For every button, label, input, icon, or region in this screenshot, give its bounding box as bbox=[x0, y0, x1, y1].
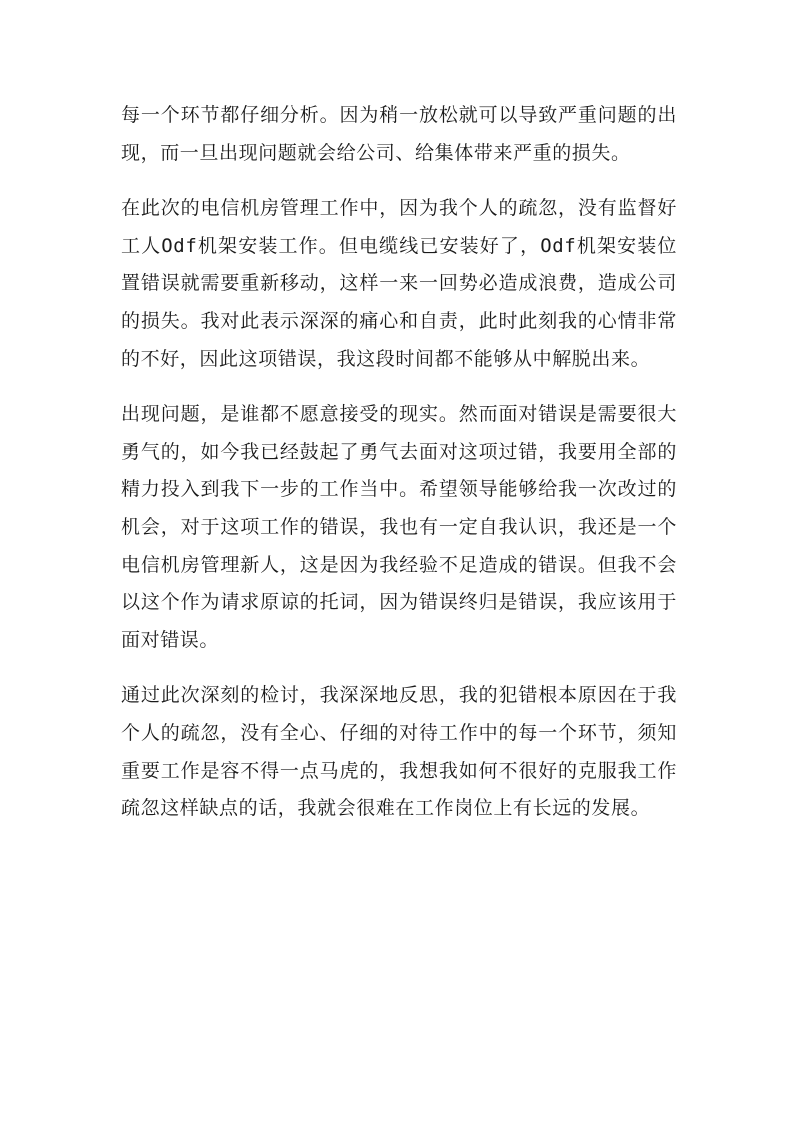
paragraph-3: 出现问题，是谁都不愿意接受的现实。然而面对错误是需要很大勇气的，如今我已经鼓起了勇气去面对这项过错，我要用全部的精力投入到我下一步的工作当中。希望领导能够给我一次改过的机会，对于这项工作的错误，我也有一定自我认识，我还是一个电信机房管理新人，这是因为我经验不足造成的错误。但我不会以这个作为请求原谅的托词，因为错误终归是错误，我应该用于面对错误。 bbox=[121, 403, 677, 651]
paragraph-1: 每一个环节都仔细分析。因为稍一放松就可以导致严重问题的出现，而一旦出现问题就会给公司、给集体带来严重的损失。 bbox=[121, 104, 677, 164]
paragraph-4: 通过此次深刻的检讨，我深深地反思，我的犯错根本原因在于我个人的疏忽，没有全心、仔细的对待工作中的每一个环节，须知重要工作是容不得一点马虎的，我想我如何不很好的克服我工作疏忽这样缺点的话，我就会很难在工作岗位上有长远的发展。 bbox=[121, 684, 677, 820]
paragraph-2: 在此次的电信机房管理工作中，因为我个人的疏忽，没有监督好工人Odf机架安装工作。但电缆线已安装好了，Odf机架安装位置错误就需要重新移动，这样一来一回势必造成浪费，造成公司的损失。我对此表示深深的痛心和自责，此时此刻我的心情非常的不好，因此这项错误，我这段时间都不能够从中解脱出来。 bbox=[121, 197, 677, 370]
document-body bbox=[121, 97, 677, 846]
